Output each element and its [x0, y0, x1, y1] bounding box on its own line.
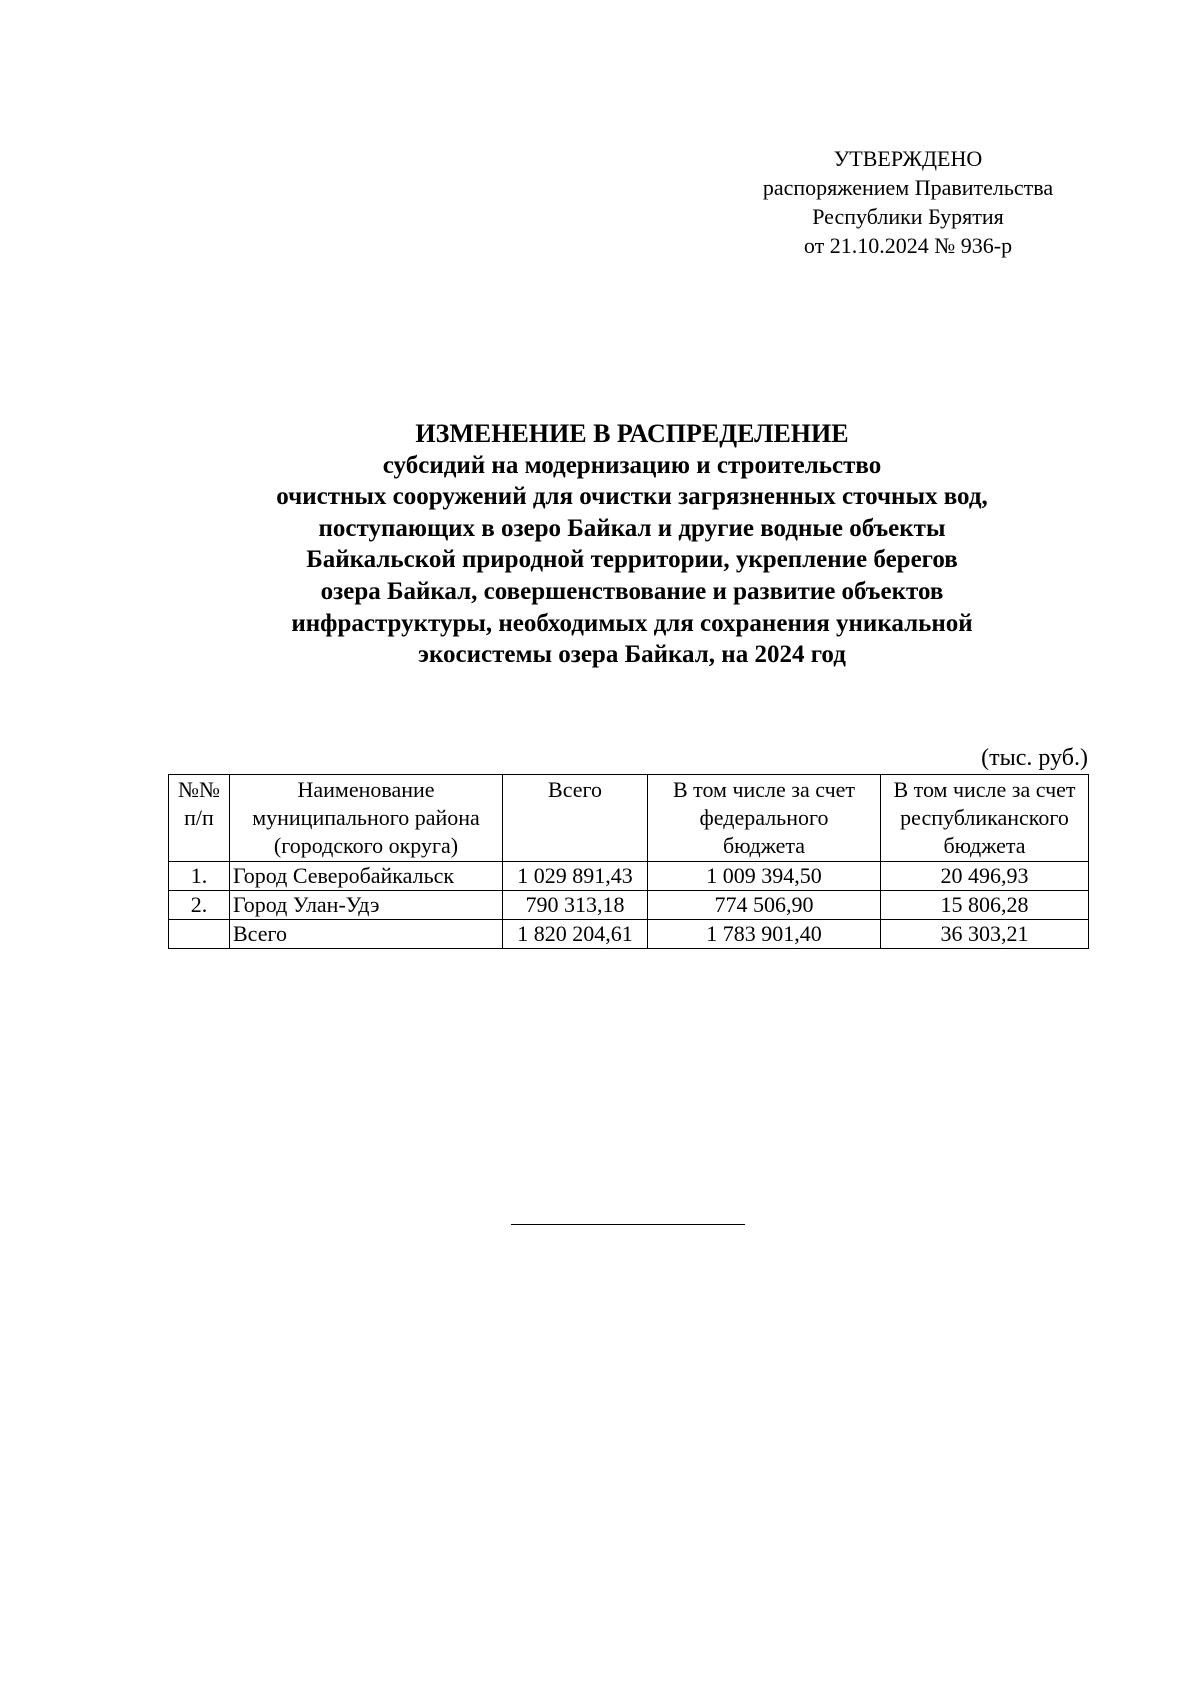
table-total-row — [169, 920, 1089, 949]
header-number-line: №№ — [178, 777, 220, 802]
title-line: озера Байкал, совершенствование и развитие объектов — [320, 577, 944, 605]
header-name-line: (городского округа) — [273, 833, 459, 858]
total-row-number — [169, 920, 230, 949]
header-federal-line: бюджета — [722, 833, 806, 858]
header-number-line: п/п — [184, 805, 214, 830]
approval-order-line: распоряжением Правительства — [762, 175, 1054, 200]
header-name-line: муниципального района — [252, 805, 480, 830]
total-row-total: 1 820 204,61 — [503, 920, 648, 949]
table-header-row — [169, 775, 1089, 862]
header-number — [169, 775, 230, 862]
title-line: экосистемы озера Байкал, на 2024 год — [418, 641, 846, 669]
total-row-label: Всего — [230, 920, 503, 949]
header-federal-line: федерального — [699, 805, 829, 830]
approval-approved-label: УТВЕРЖДЕНО — [833, 146, 983, 171]
header-republic-line: бюджета — [943, 833, 1026, 858]
row-republic: 20 496,93 — [881, 862, 1089, 891]
approval-stamp — [738, 144, 1078, 260]
approval-republic-line: Республики Бурятия — [812, 204, 1004, 229]
title-line: поступающих в озеро Байкал и другие водные объекты — [318, 514, 946, 542]
subsidy-distribution-table — [168, 774, 1089, 949]
units-label: (тыс. руб.) — [981, 745, 1088, 771]
row-federal: 1 009 394,50 — [648, 862, 881, 891]
approval-date-number: от 21.10.2024 № 936-р — [803, 233, 1013, 258]
header-federal-line: В том числе за счет — [672, 777, 856, 802]
table-row — [169, 891, 1089, 920]
row-total: 1 029 891,43 — [503, 862, 648, 891]
row-republic: 15 806,28 — [881, 891, 1089, 920]
header-republic — [881, 775, 1089, 862]
row-number: 2. — [169, 891, 230, 920]
title-line: Байкальской природной территории, укрепление берегов — [306, 546, 958, 574]
total-row-federal: 1 783 901,40 — [648, 920, 881, 949]
title-heading: ИЗМЕНЕНИЕ В РАСПРЕДЕЛЕНИЕ — [415, 419, 849, 448]
row-total: 790 313,18 — [503, 891, 648, 920]
row-number: 1. — [169, 862, 230, 891]
table-row — [169, 862, 1089, 891]
title-line: субсидий на модернизацию и строительство — [382, 451, 882, 479]
end-of-document-line — [511, 1224, 745, 1225]
header-total-line: Всего — [548, 777, 602, 802]
row-federal: 774 506,90 — [648, 891, 881, 920]
header-name-line: Наименование — [297, 777, 435, 802]
total-row-republic: 36 303,21 — [881, 920, 1089, 949]
title-line: инфраструктуры, необходимых для сохранения уникальной — [291, 609, 973, 637]
row-municipality: Город Северобайкальск — [230, 862, 503, 891]
header-federal — [648, 775, 881, 862]
row-municipality: Город Улан-Удэ — [230, 891, 503, 920]
title-line: очистных сооружений для очистки загрязненных сточных вод, — [276, 483, 988, 511]
header-name — [230, 775, 503, 862]
header-total — [503, 775, 648, 862]
document-title — [160, 418, 1104, 671]
header-republic-line: В том числе за счет — [893, 777, 1076, 802]
header-republic-line: республиканского — [900, 805, 1069, 830]
